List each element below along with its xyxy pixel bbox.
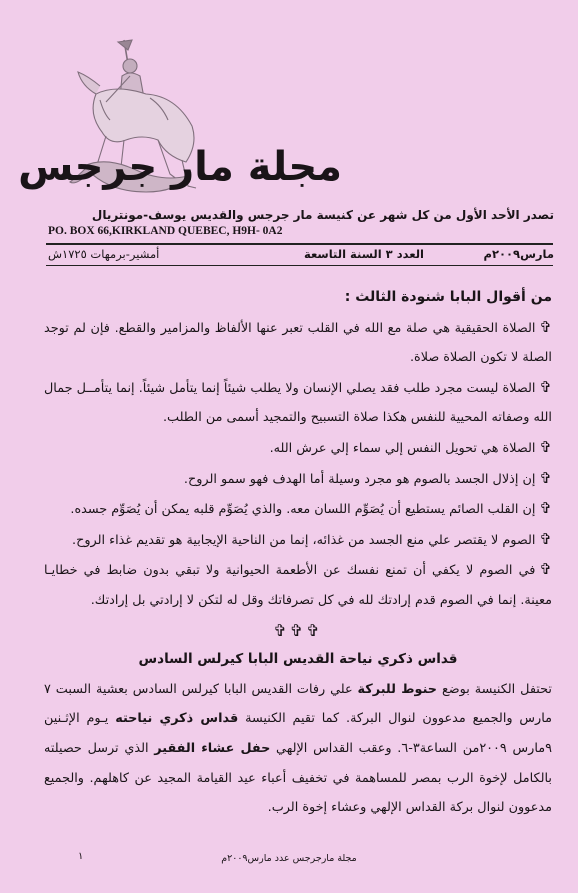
cross-icon: ✞ <box>539 468 552 487</box>
magazine-subtitle: تصدر الأحد الأول من كل شهر عن كنيسة مار جرجس والقديس يوسف-مونتريال <box>91 208 554 222</box>
quote-text: في الصوم لا يكفي أن تمنع نفسك عن الأطعمة الحيوانية ولا تبقي بدون ضابط في خطايـا معينة. إنما في الصوم قدم إرادتك لله في كل تصرفاتك وقل له لتكن لا إرادتي بل إرادتك. <box>44 563 552 608</box>
mass-section-heading: قداس ذكري نياحة القديس البابا كيرلس السادس <box>138 651 458 668</box>
quote-item <box>44 555 552 615</box>
quote-text: الصلاة ليست مجرد طلب فقد يصلي الإنسان ولا يطلب شيئاً إنما يتأمل شيئاً. إنما يتأمــل جمال الله وصفاته المحيية للنفس هكذا صلاة التسبيح والتمجيد أسمى من الطلب. <box>44 380 552 426</box>
issue-date: مارس٢٠٠٩م <box>483 247 554 261</box>
issue-number: العدد ٣ السنة التاسعة <box>303 247 424 261</box>
quote-item <box>44 525 552 556</box>
article-body <box>44 283 552 823</box>
announcement-highlight: قداس ذكري نياحته <box>115 711 239 727</box>
postal-address: PO. BOX 66,KIRKLAND QUEBEC, H9H- 0A2 <box>48 225 283 237</box>
header-rule-top <box>46 243 553 245</box>
quote-item <box>44 373 552 433</box>
quote-text: الصلاة هي تحويل النفس إلي سماء إلي عرش الله. <box>269 440 536 456</box>
quote-item <box>44 313 552 373</box>
cross-icon: ✞ <box>539 377 552 396</box>
cross-icon: ✞ <box>539 529 552 548</box>
announcement-highlight: حنوط للبركة <box>357 681 438 697</box>
announcement-text: الذي ترسل حصيلته بالكامل لإخوة الرب بمصر للمساهمة في تخفيف أعباء عيد القيامة المجيد عن كاهلهم. والجميع مدعوون لنوال بركة القداس الإلهي وعشاء إخوة الرب. <box>44 740 552 816</box>
quotes-heading: من أقوال البابا شنودة الثالث : <box>344 289 552 305</box>
footer-caption: مجلة مارجرجس عدد مارس٢٠٠٩م <box>221 853 357 864</box>
announcement-text: علي رفات القديس البابا كيرلس السادس بعشية السبت ٧ مارس والجميع مدعوون لنوال البركة. كما تقيم الكنيسة <box>44 681 552 727</box>
cross-icon: ✞ <box>539 317 552 336</box>
quote-text: إن إذلال الجسد بالصوم هو مجرد وسيلة أما الهدف فهو سمو الروح. <box>183 471 536 487</box>
cross-icon: ✞ <box>539 499 552 518</box>
announcement-text: يـوم الإثـنين ٩مارس ٢٠٠٩من الساعة٣-٦. وعقب القداس الإلهي <box>44 711 552 756</box>
quote-item <box>44 464 552 495</box>
section-separator: ✞✞✞ <box>273 620 323 640</box>
header-rule-bottom <box>46 265 553 266</box>
quote-text: إن القلب الصائم يستطيع أن يُصَوِّم اللسان معه. والذي يُصَوِّم قلبه يمكن أن يُصَوِّم جسده. <box>70 502 536 518</box>
coptic-date: أمشير-برمهات ١٧٢٥ش <box>48 247 160 261</box>
page-number: ١ <box>78 851 84 862</box>
cross-icon: ✞ <box>539 437 552 456</box>
quote-item <box>44 494 552 525</box>
cross-icon: ✞ <box>539 560 552 579</box>
quote-item <box>44 433 552 464</box>
announcement-highlight: حفل عشاء الفقير <box>154 740 271 756</box>
announcement-text: تحتفل الكنيسة بوضع <box>441 681 552 697</box>
magazine-title: مجلة مار جرجس <box>18 144 342 190</box>
issue-info-bar <box>48 247 554 263</box>
mass-announcement <box>44 675 552 823</box>
quote-text: الصلاة الحقيقية هي صلة مع الله في القلب تعبر عنها الألفاظ والمزامير والقطع. فإن لم توجد الصلة لا تكون الصلاة صلاة. <box>44 320 552 366</box>
quote-text: الصوم لا يقتصر علي منع الجسد من غذائه، إنما من الناحية الإيجابية هو تقديم غذاء الروح. <box>72 532 536 548</box>
